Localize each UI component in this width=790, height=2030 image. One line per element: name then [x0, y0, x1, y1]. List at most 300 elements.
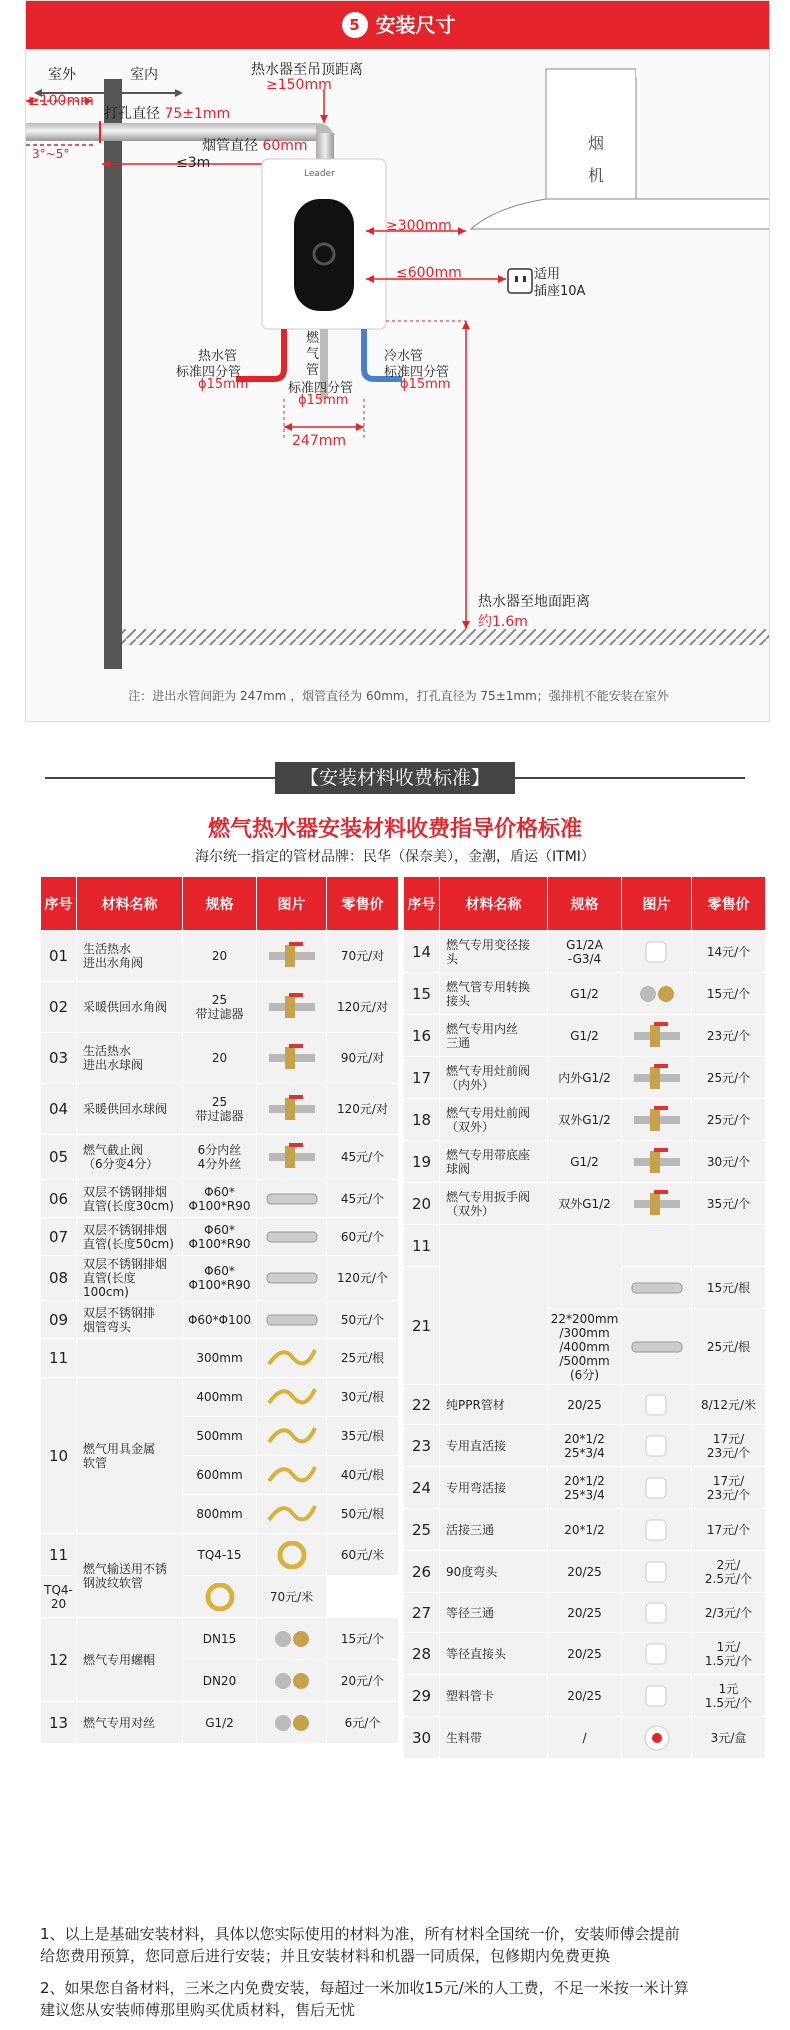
retail-price: 25元/根: [327, 1339, 399, 1378]
footnote-2a: 2、如果您自备材料，三米之内免费安装，每超过一米加收15元/米的人工费，不足一米按一米计算: [40, 1979, 689, 1997]
retail-price: 30元/根: [327, 1378, 399, 1417]
material-picture: [257, 1033, 327, 1084]
banner-title: 安装尺寸: [375, 13, 456, 37]
wall: [104, 79, 122, 669]
indoor-label: 室内: [130, 67, 158, 83]
table-row: [404, 1057, 766, 1099]
row-number: 12: [41, 1618, 77, 1702]
material-name: 燃气输送用不锈 钢波纹软管: [77, 1534, 183, 1618]
material-spec: 300mm: [183, 1339, 257, 1378]
row-number: 22: [404, 1385, 440, 1425]
floor-distance-label-2: 约1.6m: [478, 614, 528, 630]
material-picture: [257, 931, 327, 982]
material-spec: Φ60*Φ100: [183, 1301, 257, 1339]
section-title-bar: [0, 758, 790, 798]
table-row: [41, 1256, 399, 1301]
material-image: [628, 1558, 686, 1586]
retail-price: 3元/盒: [692, 1717, 766, 1759]
row-number: 09: [41, 1301, 77, 1339]
material-picture: [622, 1225, 692, 1267]
header-price: 零售价: [327, 877, 399, 931]
row-number: 07: [41, 1218, 77, 1256]
material-name: 双层不锈钢排 烟管弯头: [77, 1301, 183, 1339]
retail-price: 45元/个: [327, 1180, 399, 1218]
row-number: 30: [404, 1717, 440, 1759]
power-socket: [508, 269, 532, 293]
material-picture: [622, 1309, 692, 1385]
section-banner: [26, 1, 770, 49]
row-number: 02: [41, 982, 77, 1033]
footnote-2b: 建议您从安装师傅那里购买优质材料，售后无忧: [40, 2001, 356, 2019]
material-spec: 20/25: [548, 1593, 622, 1633]
gas-pipe-label-5: ϕ15mm: [298, 393, 349, 408]
material-image: [628, 1599, 686, 1627]
retail-price: 90元/对: [327, 1033, 399, 1084]
material-spec: 20/25: [548, 1675, 622, 1717]
flue-label: 烟管直径: [202, 138, 258, 154]
material-picture: [622, 1141, 692, 1183]
material-picture: [622, 1593, 692, 1633]
material-spec: 20*1/2 25*3/4: [548, 1467, 622, 1509]
retail-price: 60元/米: [327, 1534, 399, 1576]
material-name: 活接三通: [440, 1509, 548, 1551]
material-name: 双层不锈钢排烟 直管(长度50cm): [77, 1218, 183, 1256]
material-image: [628, 1474, 686, 1502]
socket-label-2: 插座10A: [534, 284, 586, 299]
material-image: [628, 1022, 686, 1050]
material-image: [263, 1264, 321, 1292]
flue-length-label: ≤3m: [176, 155, 211, 171]
material-image: [263, 1422, 321, 1450]
material-picture: [622, 1267, 692, 1309]
row-number: 10: [41, 1378, 77, 1534]
material-spec: 25 带过滤器: [183, 1084, 257, 1135]
material-name: 生活热水 进出水角阀: [77, 931, 183, 982]
material-spec: G1/2: [548, 1015, 622, 1057]
material-name: 燃气专用带底座 球阀: [440, 1141, 548, 1183]
row-number: 15: [404, 973, 440, 1015]
retail-price: 17元/个: [692, 1509, 766, 1551]
drill-value: 75±1mm: [164, 106, 231, 122]
table-row: [41, 1033, 399, 1084]
row-number: 04: [41, 1084, 77, 1135]
material-spec: 800mm: [183, 1495, 257, 1534]
material-name: 等径三通: [440, 1593, 548, 1633]
section-title: 【安装材料收费标准】: [275, 762, 515, 794]
header-name: 材料名称: [77, 877, 183, 931]
material-name: 燃气专用灶前阀 （双外）: [440, 1099, 548, 1141]
table-row: [404, 1141, 766, 1183]
row-number: 19: [404, 1141, 440, 1183]
material-spec: 双外G1/2: [548, 1183, 622, 1225]
brand-subtitle: 海尔统一指定的管材品牌：民华（保奈美），金潮，盾运（ITMI）: [195, 849, 595, 865]
material-picture: [622, 1675, 692, 1717]
material-picture: [622, 931, 692, 973]
pipe-span-label: 247mm: [292, 433, 346, 449]
material-spec: 20: [183, 1033, 257, 1084]
material-image: [628, 1274, 686, 1302]
retail-price: [692, 1225, 766, 1267]
table-row: [41, 1534, 399, 1576]
material-image: [628, 1333, 686, 1361]
retail-price: 6元/个: [327, 1702, 399, 1744]
material-name: 塑料管卡: [440, 1675, 548, 1717]
material-picture: [257, 1618, 327, 1660]
material-spec: 20: [183, 931, 257, 982]
material-image: [263, 1095, 321, 1123]
row-number: 01: [41, 931, 77, 982]
row-number: 08: [41, 1256, 77, 1301]
material-picture: [257, 1456, 327, 1495]
material-spec: 600mm: [183, 1456, 257, 1495]
retail-price: 17元/ 23元/个: [692, 1467, 766, 1509]
material-name: [440, 1225, 548, 1385]
material-name: 燃气专用内丝 三通: [440, 1015, 548, 1057]
material-image: [628, 1516, 686, 1544]
dist-600-label: ≤600mm: [396, 265, 462, 281]
table-row: [41, 1339, 399, 1378]
material-picture: [622, 973, 692, 1015]
material-image: [628, 1391, 686, 1419]
material-image: [263, 1143, 321, 1171]
material-name: 等径直接头: [440, 1633, 548, 1675]
retail-price: 8/12元/米: [692, 1385, 766, 1425]
socket-label-1: 适用: [534, 267, 561, 282]
slope-label: 3°~5°: [32, 147, 70, 161]
material-image: [263, 1306, 321, 1334]
material-spec: 20/25: [548, 1633, 622, 1675]
material-image: [263, 942, 321, 970]
table-row: [404, 1509, 766, 1551]
cold-pipe-label-1: 冷水管: [384, 349, 424, 364]
material-name: 采暖供回水角阀: [77, 982, 183, 1033]
table-row: [404, 1551, 766, 1593]
material-picture: [622, 1425, 692, 1467]
material-picture: [257, 1301, 327, 1339]
material-spec: G1/2A -G3/4: [548, 931, 622, 973]
material-name: 燃气专用灶前阀 （内外）: [440, 1057, 548, 1099]
row-number: 28: [404, 1633, 440, 1675]
material-image: [263, 1223, 321, 1251]
material-image: [263, 1500, 321, 1528]
heater-display: [294, 199, 354, 311]
material-spec: TQ4-15: [183, 1534, 257, 1576]
drill-label: 打孔直径: [104, 106, 160, 122]
table-row: [404, 1717, 766, 1759]
material-spec: 22*200mm /300mm /400mm /500mm (6分): [548, 1309, 622, 1385]
header-spec: 规格: [548, 877, 622, 931]
material-image: [263, 1383, 321, 1411]
table-row: [41, 1702, 399, 1744]
row-number: 05: [41, 1135, 77, 1180]
retail-price: 1元 1.5元/个: [692, 1675, 766, 1717]
material-image: [191, 1583, 249, 1611]
price-table-title: 燃气热水器安装材料收费指导价格标准: [207, 817, 582, 842]
cold-pipe-label-2: 标准四分管: [384, 365, 450, 380]
retail-price: 14元/个: [692, 931, 766, 973]
header-price: 零售价: [692, 877, 766, 931]
table-row: [404, 1385, 766, 1425]
material-name: 专用弯活接: [440, 1467, 548, 1509]
table-row: [41, 931, 399, 982]
install-diagram: [25, 0, 770, 722]
diagram-note: 注：进出水管间距为 247mm ，烟管直径为 60mm，打孔直径为 75±1mm；强排机不能安装在室外: [128, 689, 669, 703]
retail-price: 25元/个: [692, 1099, 766, 1141]
row-number: 16: [404, 1015, 440, 1057]
row-number: 25: [404, 1509, 440, 1551]
material-picture: [257, 1180, 327, 1218]
row-number: 24: [404, 1467, 440, 1509]
table-row: [404, 1183, 766, 1225]
material-name: 燃气专用对丝: [77, 1702, 183, 1744]
header-no: 序号: [404, 877, 440, 931]
row-number: 11: [404, 1225, 440, 1267]
material-spec: [548, 1225, 622, 1309]
retail-price: 70元/米: [257, 1576, 327, 1618]
material-image: [263, 1709, 321, 1737]
material-picture: [622, 1057, 692, 1099]
retail-price: 35元/个: [692, 1183, 766, 1225]
top-distance-label: 热水器至吊顶距离: [251, 62, 363, 78]
material-picture: [622, 1509, 692, 1551]
material-image: [628, 1724, 686, 1752]
material-image: [263, 1044, 321, 1072]
material-image: [628, 1106, 686, 1134]
table-row: [404, 931, 766, 973]
gas-pipe-label-4: 标准四分管: [288, 381, 354, 396]
row-number: 06: [41, 1180, 77, 1218]
retail-price: 15元/根: [692, 1267, 766, 1309]
material-image: [263, 1667, 321, 1695]
material-picture: [622, 1015, 692, 1057]
row-number: 17: [404, 1057, 440, 1099]
material-name: 纯PPR管材: [440, 1385, 548, 1425]
material-image: [263, 993, 321, 1021]
material-name: 燃气用具金属 软管: [77, 1378, 183, 1534]
material-spec: DN15: [183, 1618, 257, 1660]
retail-price: 120元/对: [327, 982, 399, 1033]
header-no: 序号: [41, 877, 77, 931]
material-name: [77, 1339, 183, 1378]
retail-price: 17元/ 23元/个: [692, 1425, 766, 1467]
row-number: 11: [41, 1339, 77, 1378]
material-picture: [257, 1378, 327, 1417]
material-spec: 25 带过滤器: [183, 982, 257, 1033]
row-number: 03: [41, 1033, 77, 1084]
diagram-drawing: [26, 49, 770, 722]
table-row: [404, 1425, 766, 1467]
material-spec: 20/25: [548, 1551, 622, 1593]
material-spec: 双外G1/2: [548, 1099, 622, 1141]
retail-price: 2/3元/个: [692, 1593, 766, 1633]
material-image: [628, 1064, 686, 1092]
material-name: 采暖供回水球阀: [77, 1084, 183, 1135]
gas-pipe-label-1: 燃: [306, 331, 320, 346]
row-number: 21: [404, 1267, 440, 1385]
material-image: [628, 1682, 686, 1710]
table-row: [404, 1099, 766, 1141]
flue-value: 60mm: [262, 138, 308, 154]
retail-price: 1元/ 1.5元/个: [692, 1633, 766, 1675]
step-number-badge: 5: [342, 12, 368, 38]
material-picture: [622, 1633, 692, 1675]
material-spec: 500mm: [183, 1417, 257, 1456]
cold-pipe-label-3: ϕ15mm: [400, 377, 451, 392]
hot-pipe-label-2: 标准四分管: [176, 365, 242, 380]
material-name: 燃气专用扳手阀 （双外）: [440, 1183, 548, 1225]
material-name: 燃气专用变径接 头: [440, 931, 548, 973]
row-number: 27: [404, 1593, 440, 1633]
retail-price: 35元/根: [327, 1417, 399, 1456]
material-spec: G1/2: [183, 1702, 257, 1744]
header-name: 材料名称: [440, 877, 548, 931]
material-image: [628, 1148, 686, 1176]
material-name: 燃气截止阀 （6分变4分）: [77, 1135, 183, 1180]
retail-price: 120元/对: [327, 1084, 399, 1135]
material-picture: [622, 1099, 692, 1141]
retail-price: 40元/根: [327, 1456, 399, 1495]
retail-price: 25元/个: [692, 1057, 766, 1099]
drill-diameter-label: [104, 103, 230, 123]
retail-price: 20元/个: [327, 1660, 399, 1702]
material-spec: Φ60* Φ100*R90: [183, 1218, 257, 1256]
retail-price: 120元/个: [327, 1256, 399, 1301]
material-picture: [257, 1417, 327, 1456]
row-number: 11: [41, 1534, 77, 1576]
row-number: 18: [404, 1099, 440, 1141]
retail-price: 50元/根: [327, 1495, 399, 1534]
material-name: 燃气管专用转换 接头: [440, 973, 548, 1015]
retail-price: 70元/对: [327, 931, 399, 982]
divider-left: [45, 777, 275, 779]
table-row: [41, 1218, 399, 1256]
price-table-left: [40, 876, 399, 1744]
material-picture: [183, 1576, 257, 1618]
material-spec: 20*1/2: [548, 1509, 622, 1551]
outdoor-label: 室外: [48, 67, 76, 83]
row-number: 26: [404, 1551, 440, 1593]
material-spec: 20*1/2 25*3/4: [548, 1425, 622, 1467]
table-row: [41, 1618, 399, 1660]
material-picture: [257, 1256, 327, 1301]
material-picture: [257, 1339, 327, 1378]
material-image: [628, 1232, 686, 1260]
row-number: 23: [404, 1425, 440, 1467]
retail-price: 30元/个: [692, 1141, 766, 1183]
material-picture: [622, 1717, 692, 1759]
retail-price: 50元/个: [327, 1301, 399, 1339]
floor: [122, 629, 770, 645]
table-row: [41, 982, 399, 1033]
material-spec: G1/2: [548, 973, 622, 1015]
top-distance-value: ≥150mm: [266, 77, 332, 93]
retail-price: 2元/ 2.5元/个: [692, 1551, 766, 1593]
material-name: 生活热水 进出水球阀: [77, 1033, 183, 1084]
material-image: [263, 1185, 321, 1213]
table-row: [404, 1675, 766, 1717]
material-spec: 20/25: [548, 1385, 622, 1425]
retail-price: 25元/根: [692, 1309, 766, 1385]
hood-text-1: 烟: [588, 134, 605, 153]
material-picture: [257, 1135, 327, 1180]
material-image: [628, 1432, 686, 1460]
material-image: [628, 1190, 686, 1218]
table-row: [404, 1633, 766, 1675]
material-picture: [257, 1702, 327, 1744]
material-spec: DN20: [183, 1660, 257, 1702]
material-image: [263, 1461, 321, 1489]
material-spec: Φ60* Φ100*R90: [183, 1180, 257, 1218]
table-row: [404, 1593, 766, 1633]
material-spec: 400mm: [183, 1378, 257, 1417]
retail-price: 60元/个: [327, 1218, 399, 1256]
material-image: [263, 1625, 321, 1653]
row-number: 20: [404, 1183, 440, 1225]
material-picture: [622, 1385, 692, 1425]
material-spec: /: [548, 1717, 622, 1759]
table-row: [41, 1135, 399, 1180]
floor-distance-label-1: 热水器至地面距离: [478, 594, 590, 610]
retail-price: 23元/个: [692, 1015, 766, 1057]
material-picture: [257, 1660, 327, 1702]
table-row: [404, 1225, 766, 1267]
material-spec: 6分内丝 4分外丝: [183, 1135, 257, 1180]
hot-pipe-label-3: ϕ15mm: [198, 377, 249, 392]
material-picture: [622, 1551, 692, 1593]
table-row: [41, 1180, 399, 1218]
table-row: [404, 1015, 766, 1057]
footnote-1a: 1、以上是基础安装材料，具体以您实际使用的材料为准，所有材料全国统一价，安装师傅会提前: [40, 1925, 680, 1943]
material-name: 生料带: [440, 1717, 548, 1759]
material-picture: [257, 1084, 327, 1135]
material-picture: [257, 1495, 327, 1534]
material-name: 双层不锈钢排烟 直管(长度100cm): [77, 1256, 183, 1301]
hood-text-2: 机: [588, 166, 605, 185]
material-image: [628, 1640, 686, 1668]
table-row: [41, 1301, 399, 1339]
retail-price: 15元/个: [327, 1618, 399, 1660]
brand-logo: Leader: [304, 169, 335, 179]
material-name: 燃气专用螺帽: [77, 1618, 183, 1702]
retail-price: 45元/个: [327, 1135, 399, 1180]
row-number: 29: [404, 1675, 440, 1717]
material-image: [628, 938, 686, 966]
material-name: 专用直活接: [440, 1425, 548, 1467]
retail-price: 15元/个: [692, 973, 766, 1015]
hot-pipe-label-1: 热水管: [198, 349, 238, 364]
table-row: [404, 973, 766, 1015]
material-spec: Φ60* Φ100*R90: [183, 1256, 257, 1301]
flue-diameter-label: [202, 135, 308, 155]
material-picture: [257, 1218, 327, 1256]
material-picture: [622, 1183, 692, 1225]
material-image: [263, 1541, 321, 1569]
material-name: 双层不锈钢排烟 直管(长度30cm): [77, 1180, 183, 1218]
dist-300-label: ≥300mm: [386, 218, 452, 234]
table-row: [41, 1084, 399, 1135]
material-spec: 内外G1/2: [548, 1057, 622, 1099]
table-row: [41, 1378, 399, 1417]
material-image: [628, 980, 686, 1008]
table-row: [404, 1467, 766, 1509]
material-picture: [257, 1534, 327, 1576]
row-number: 14: [404, 931, 440, 973]
dist-100-label: ≥100mm: [28, 93, 94, 109]
price-table-right: [403, 876, 766, 1759]
row-number: 13: [41, 1702, 77, 1744]
header-spec: 规格: [183, 877, 257, 931]
material-picture: [622, 1467, 692, 1509]
